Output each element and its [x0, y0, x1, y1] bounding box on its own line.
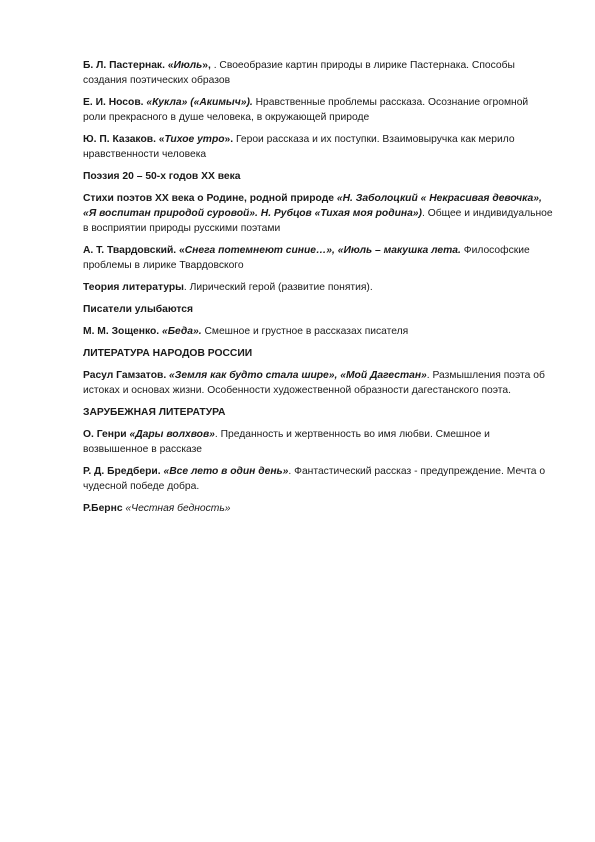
paragraph-tvardovsky: [83, 243, 553, 273]
work-title: «Кукла» («Акимыч»).: [146, 97, 253, 108]
section-heading-foreign: [83, 405, 553, 420]
paragraph-text: Нравственные проблемы рассказа. Осознание огромной роли прекрасного в душе человека, в окружающей природе: [83, 97, 529, 123]
heading-text: ЗАРУБЕЖНАЯ ЛИТЕРАТУРА: [83, 407, 226, 418]
section-heading-humor: [83, 302, 553, 317]
paragraph-pasternak: [83, 58, 553, 88]
heading-text: Поэзия 20 – 50-х годов XX века: [83, 171, 241, 182]
author-zoshchenko: М. М. Зощенко.: [83, 326, 163, 337]
paragraph-kazakov: [83, 132, 553, 162]
work-titles: «Земля как будто стала шире», «Мой Дагестан»: [169, 370, 427, 381]
paragraph-nosov: [83, 95, 553, 125]
section-heading-poetry: [83, 169, 553, 184]
theory-label: Теория литературы: [83, 282, 184, 293]
heading-text: ЛИТЕРАТУРА НАРОДОВ РОССИИ: [83, 348, 253, 359]
paragraph-text: . Фантастический рассказ - предупреждение. Мечта о чудесной победе добра.: [83, 466, 546, 492]
author-tvardovsky: А. Т. Твардовский. «: [83, 245, 185, 256]
work-title: «Честная бедность»: [125, 503, 231, 514]
author-pasternak: Б. Л. Пастернак. «: [83, 60, 174, 71]
author-bradbury: Р. Д. Бредбери.: [83, 466, 164, 477]
paragraph-text: . Преданность и жертвенность во имя любви. Смешное и возвышенное в рассказе: [83, 429, 490, 455]
author-gamzatov: Расул Гамзатов.: [83, 370, 170, 381]
paragraph-text: Смешное и грустное в рассказах писателя: [201, 326, 409, 337]
work-titles: «Н. Заболоцкий « Некрасивая девочка», «Я воспитан природой суровой». Н. Рубцов «Тихая моя родина»): [83, 193, 542, 219]
paragraph-text: Философские проблемы в лирике Твардовского: [83, 245, 530, 271]
topic-label: Стихи поэтов XX века о Родине, родной природе: [83, 193, 337, 204]
work-title: «Беда».: [162, 326, 202, 337]
paragraph-text: . Лирический герой (развитие понятия).: [183, 282, 373, 293]
title-close: »,: [202, 60, 214, 71]
paragraph-burns: [83, 501, 553, 516]
author-nosov: Е. И. Носов.: [83, 97, 147, 108]
work-title: Тихое утро: [164, 134, 225, 145]
author-henry: О. Генри: [83, 429, 130, 440]
paragraph-text: . Общее и индивидуальное в восприятии природы русскими поэтами: [83, 208, 553, 234]
heading-text: Писатели улыбаются: [83, 304, 194, 315]
paragraph-text: . Размышления поэта об истоках и основах жизни. Особенности художественной образности дагестанского поэта.: [83, 370, 545, 396]
paragraph-text: Герои рассказа и их поступки. Взаимовыручка как мерило нравственности человека: [83, 134, 515, 160]
paragraph-bradbury: [83, 464, 553, 494]
paragraph-gamzatov: [83, 368, 553, 398]
work-title: «Все лето в один день»: [163, 466, 289, 477]
work-titles: Снега потемнеют синие…», «Июль – макушка лета.: [184, 245, 461, 256]
author-kazakov: Ю. П. Казаков. «: [83, 134, 165, 145]
author-burns: Р.Бернс: [83, 503, 126, 514]
paragraph-zoshchenko: [83, 324, 553, 339]
paragraph-henry: [83, 427, 553, 457]
paragraph-text: . Своеобразие картин природы в лирике Пастернака. Способы создания поэтических образов: [83, 60, 515, 86]
work-title: Июль: [173, 60, 203, 71]
work-title: «Дары волхвов»: [129, 429, 215, 440]
title-close: ».: [224, 134, 234, 145]
paragraph-poets: [83, 191, 553, 236]
paragraph-theory: [83, 280, 553, 295]
document-page: [83, 58, 553, 523]
section-heading-peoples: [83, 346, 553, 361]
